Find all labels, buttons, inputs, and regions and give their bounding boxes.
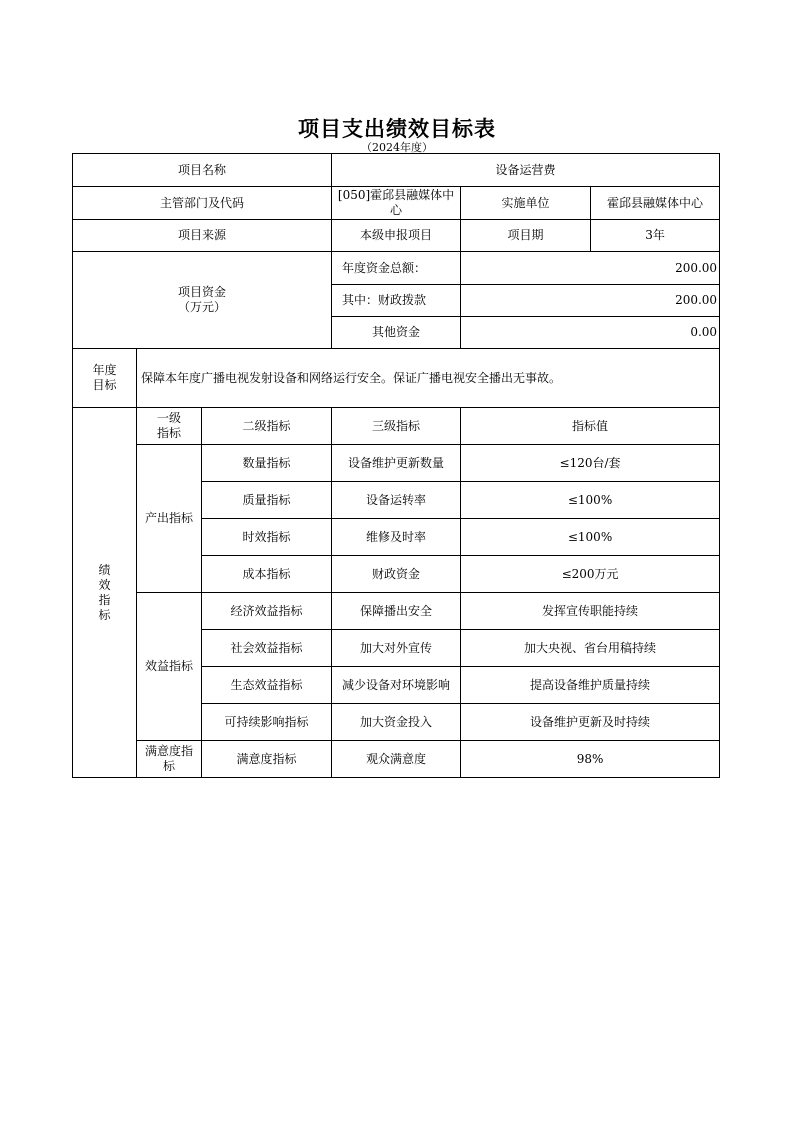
- level3-cell: 保障播出安全: [332, 593, 461, 630]
- level2-cell: 质量指标: [202, 482, 332, 519]
- value-cell: ≤120台/套: [461, 445, 720, 482]
- satisfaction-label-line1: 满意度指: [144, 744, 193, 758]
- table-row: [73, 593, 720, 630]
- table-row: [73, 741, 720, 778]
- level2-cell: 时效指标: [202, 519, 332, 556]
- performance-indicator-label: [73, 408, 137, 778]
- project-source-label: 项目来源: [73, 220, 332, 252]
- value-cell: ≤100%: [461, 519, 720, 556]
- funds-label-text: 项目资金: [178, 285, 227, 299]
- impl-unit-label: 实施单位: [461, 187, 591, 220]
- value-cell: 98%: [461, 741, 720, 778]
- table-row: [73, 252, 720, 285]
- value-cell: ≤100%: [461, 482, 720, 519]
- annual-goal-label-line1: 年度: [92, 363, 117, 377]
- level3-cell: 设备维护更新数量: [332, 445, 461, 482]
- section-label-char: 效: [98, 577, 111, 592]
- table-row: [73, 220, 720, 252]
- section-label-char: 标: [98, 607, 111, 622]
- output-indicator-label: 产出指标: [137, 445, 202, 593]
- level2-cell: 数量指标: [202, 445, 332, 482]
- level3-cell: 维修及时率: [332, 519, 461, 556]
- dept-value: [050]霍邱县融媒体中心: [332, 187, 461, 220]
- value-cell: 提高设备维护质量持续: [461, 667, 720, 704]
- fiscal-funds-value: 200.00: [461, 285, 720, 317]
- project-period-value: 3年: [591, 220, 720, 252]
- level2-cell: 经济效益指标: [202, 593, 332, 630]
- table-row: [73, 187, 720, 220]
- other-funds-value: 0.00: [461, 317, 720, 349]
- performance-table: [72, 153, 720, 778]
- table-row: [73, 408, 720, 445]
- benefit-indicator-label: 效益指标: [137, 593, 202, 741]
- other-funds-label: 其他资金: [332, 317, 461, 349]
- satisfaction-indicator-label: [137, 741, 202, 778]
- annual-goal-label-line2: 目标: [92, 378, 117, 392]
- total-funds-label: 年度资金总额：: [332, 252, 461, 285]
- annual-goal-text: 保障本年度广播电视发射设备和网络运行安全。保证广播电视安全播出无事故。: [137, 349, 720, 408]
- dept-label: 主管部门及代码: [73, 187, 332, 220]
- level3-cell: 设备运转率: [332, 482, 461, 519]
- value-cell: 发挥宣传职能持续: [461, 593, 720, 630]
- header-level1-line1: 一级: [156, 411, 181, 425]
- project-name-value: 设备运营费: [332, 154, 720, 187]
- level3-cell: 减少设备对环境影响: [332, 667, 461, 704]
- level3-cell: 加大资金投入: [332, 704, 461, 741]
- project-source-value: 本级申报项目: [332, 220, 461, 252]
- annual-goal-label: [73, 349, 137, 408]
- level3-cell: 财政资金: [332, 556, 461, 593]
- section-label-char: 指: [98, 592, 111, 607]
- project-name-label: 项目名称: [73, 154, 332, 187]
- level3-cell: 观众满意度: [332, 741, 461, 778]
- impl-unit-value: 霍邱县融媒体中心: [591, 187, 720, 220]
- header-value: 指标值: [461, 408, 720, 445]
- page-title: 项目支出绩效目标表: [298, 117, 496, 141]
- header-level1-line2: 指标: [156, 426, 181, 440]
- table-row: [73, 154, 720, 187]
- funds-label: [73, 252, 332, 349]
- section-label-char: 绩: [98, 562, 111, 577]
- project-period-label: 项目期: [461, 220, 591, 252]
- total-funds-value: 200.00: [461, 252, 720, 285]
- funds-unit: （万元）: [178, 300, 227, 314]
- header-level3: 三级指标: [332, 408, 461, 445]
- table-row: [73, 349, 720, 408]
- value-cell: ≤200万元: [461, 556, 720, 593]
- fiscal-funds-label: 其中：财政拨款: [332, 285, 461, 317]
- level2-cell: 可持续影响指标: [202, 704, 332, 741]
- level2-cell: 生态效益指标: [202, 667, 332, 704]
- year-subtitle: （2024年度）: [361, 141, 433, 154]
- level2-cell: 成本指标: [202, 556, 332, 593]
- level3-cell: 加大对外宣传: [332, 630, 461, 667]
- level2-cell: 社会效益指标: [202, 630, 332, 667]
- value-cell: 加大央视、省台用稿持续: [461, 630, 720, 667]
- header-level1: [137, 408, 202, 445]
- header-level2: 二级指标: [202, 408, 332, 445]
- satisfaction-label-line2: 标: [162, 759, 175, 773]
- level2-cell: 满意度指标: [202, 741, 332, 778]
- value-cell: 设备维护更新及时持续: [461, 704, 720, 741]
- table-row: [73, 445, 720, 482]
